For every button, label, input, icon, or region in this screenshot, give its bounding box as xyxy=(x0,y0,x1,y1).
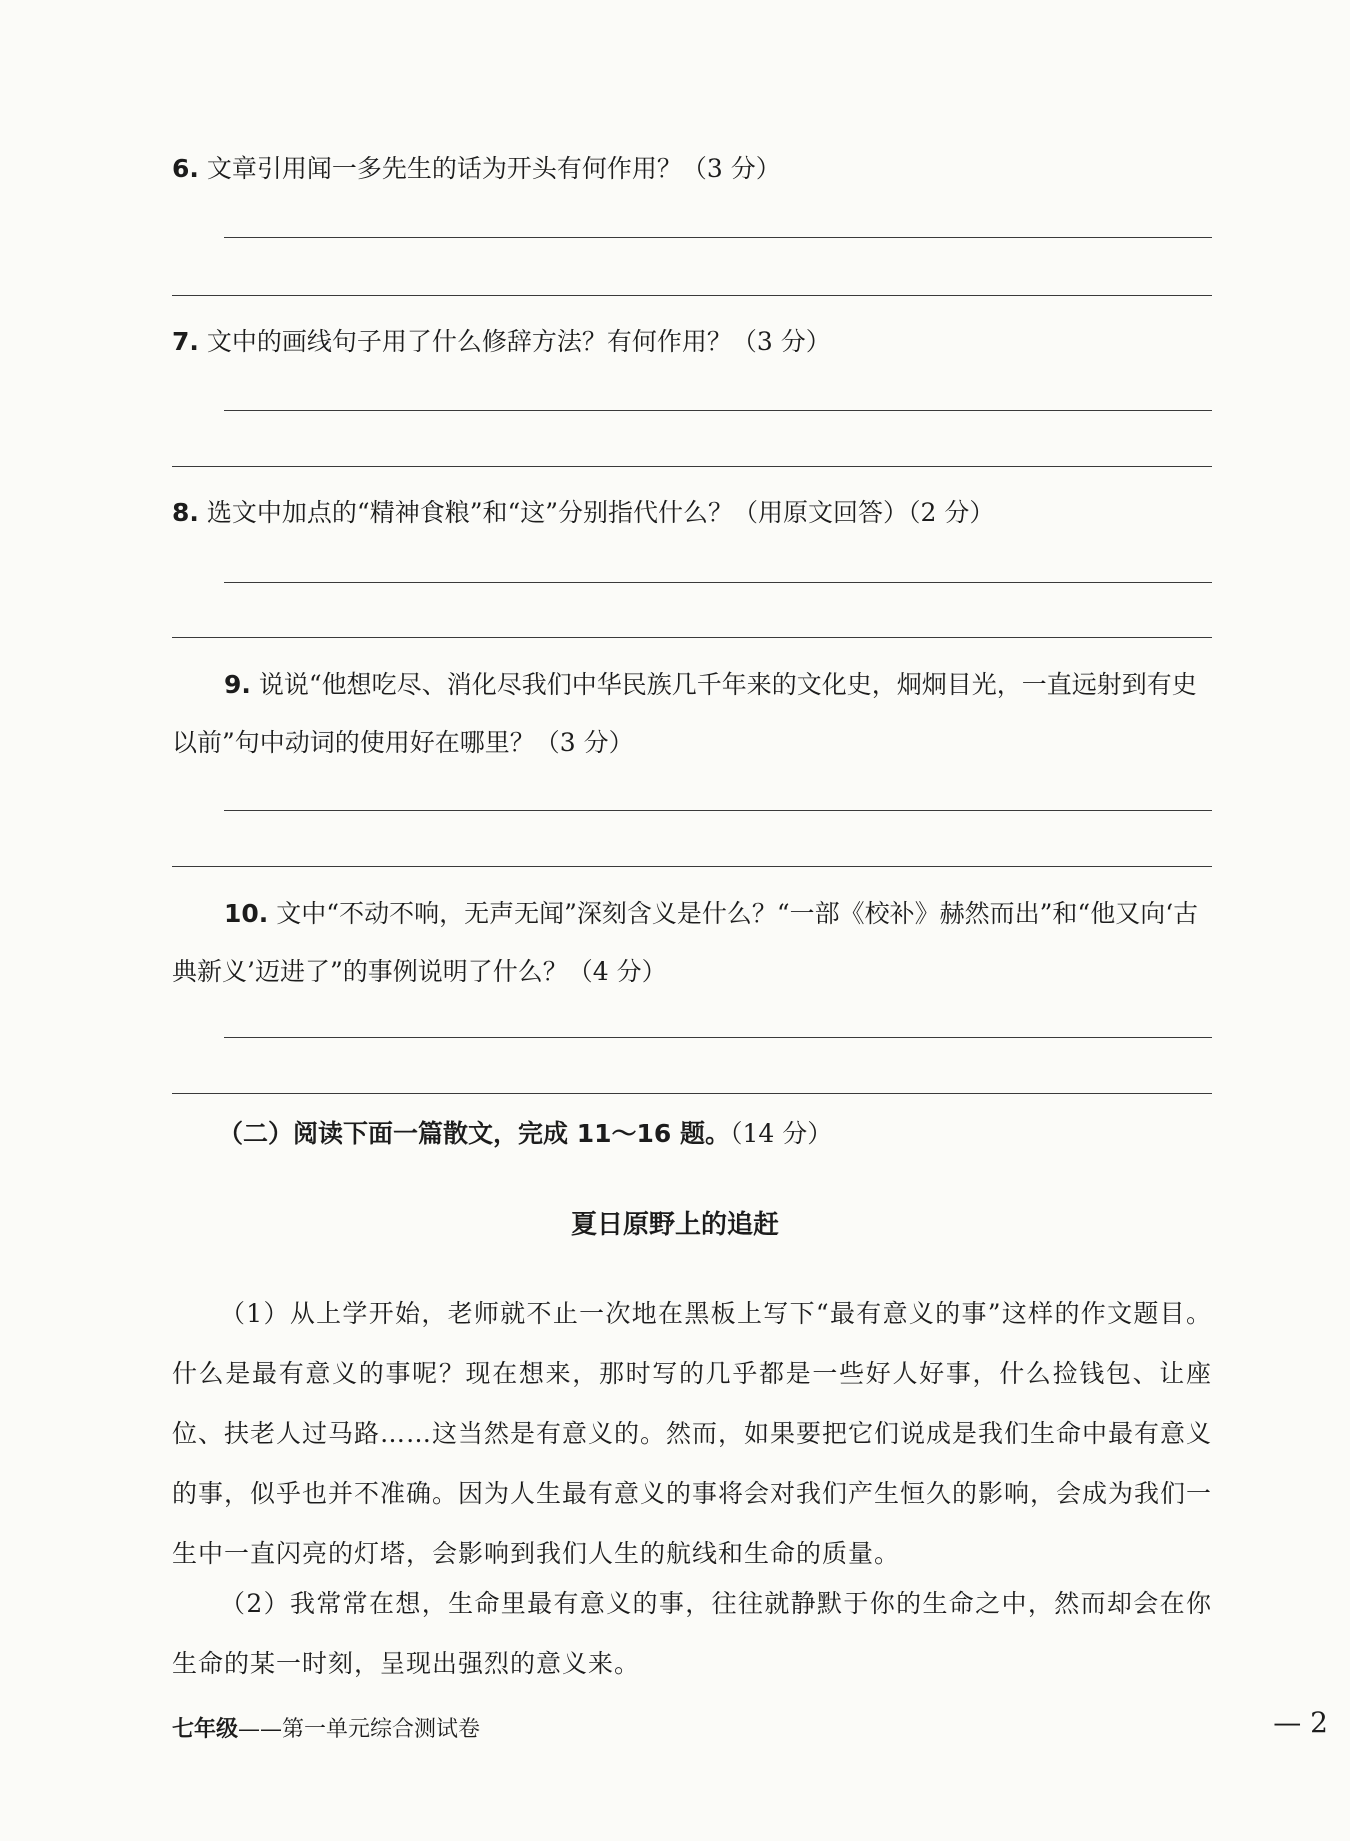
answer-line[interactable] xyxy=(172,466,1212,467)
question-number: 8. xyxy=(172,498,199,527)
section-label: （二）阅读下面一篇散文，完成 11～16 题。 xyxy=(218,1119,730,1148)
article-paragraph-2: （2）我常常在想，生命里最有意义的事，往往就静默于你的生命之中，然而却会在你生命的某一时刻，呈现出强烈的意义来。 xyxy=(172,1589,1212,1678)
answer-line[interactable] xyxy=(172,295,1212,296)
question-text: 文章引用闻一多先生的话为开头有何作用？（3 分） xyxy=(206,154,781,183)
answer-line[interactable] xyxy=(172,866,1212,867)
question-number: 6. xyxy=(172,154,199,183)
answer-line[interactable] xyxy=(224,810,1212,811)
section-score: （14 分） xyxy=(730,1119,833,1148)
question-text: 选文中加点的“精神食粮”和“这”分别指代什么？（用原文回答）（2 分） xyxy=(206,498,995,527)
question-text: 文中“不动不响，无声无闻”深刻含义是什么？“一部《校补》赫然而出”和“他又向‘古典新义’迈进了”的事例说明了什么？（4 分） xyxy=(172,899,1199,986)
footer-title xyxy=(172,1712,480,1743)
question-number: 7. xyxy=(172,327,199,356)
question-text: 文中的画线句子用了什么修辞方法？有何作用？（3 分） xyxy=(206,327,831,356)
answer-line[interactable] xyxy=(224,582,1212,583)
question-7 xyxy=(172,313,1212,371)
page-number: — 2 xyxy=(1273,1706,1328,1739)
answer-line[interactable] xyxy=(224,410,1212,411)
answer-line[interactable] xyxy=(224,237,1212,238)
question-10 xyxy=(172,885,1212,1001)
question-number: 10. xyxy=(224,899,269,928)
article-paragraph-1: （1）从上学开始，老师就不止一次地在黑板上写下“最有意义的事”这样的作文题目。什么是最有意义的事呢？现在想来，那时写的几乎都是一些好人好事，什么捡钱包、让座位、扶老人过马路……这当然是有意义的。然而，如果要把它们说成是我们生命中最有意义的事，似乎也并不准确。因为人生最有意义的事将会对我们产生恒久的影响，会成为我们一生中一直闪亮的灯塔，会影响到我们人生的航线和生命的质量。 xyxy=(172,1299,1213,1568)
question-text: 说说“他想吃尽、消化尽我们中华民族几千年来的文化史，炯炯目光，一直远射到有史以前”句中动词的使用好在哪里？（3 分） xyxy=(172,670,1197,757)
footer-subtitle: ——第一单元综合测试卷 xyxy=(238,1717,481,1742)
question-6 xyxy=(172,140,1212,198)
answer-line[interactable] xyxy=(224,1037,1212,1038)
question-9 xyxy=(172,656,1212,772)
answer-line[interactable] xyxy=(172,1093,1212,1094)
footer-grade: 七年级 xyxy=(172,1717,239,1742)
section-heading xyxy=(218,1114,832,1154)
question-number: 9. xyxy=(224,670,251,699)
article-title: 夏日原野上的追赶 xyxy=(570,1210,779,1240)
answer-line[interactable] xyxy=(172,637,1212,638)
question-8 xyxy=(172,484,1212,542)
